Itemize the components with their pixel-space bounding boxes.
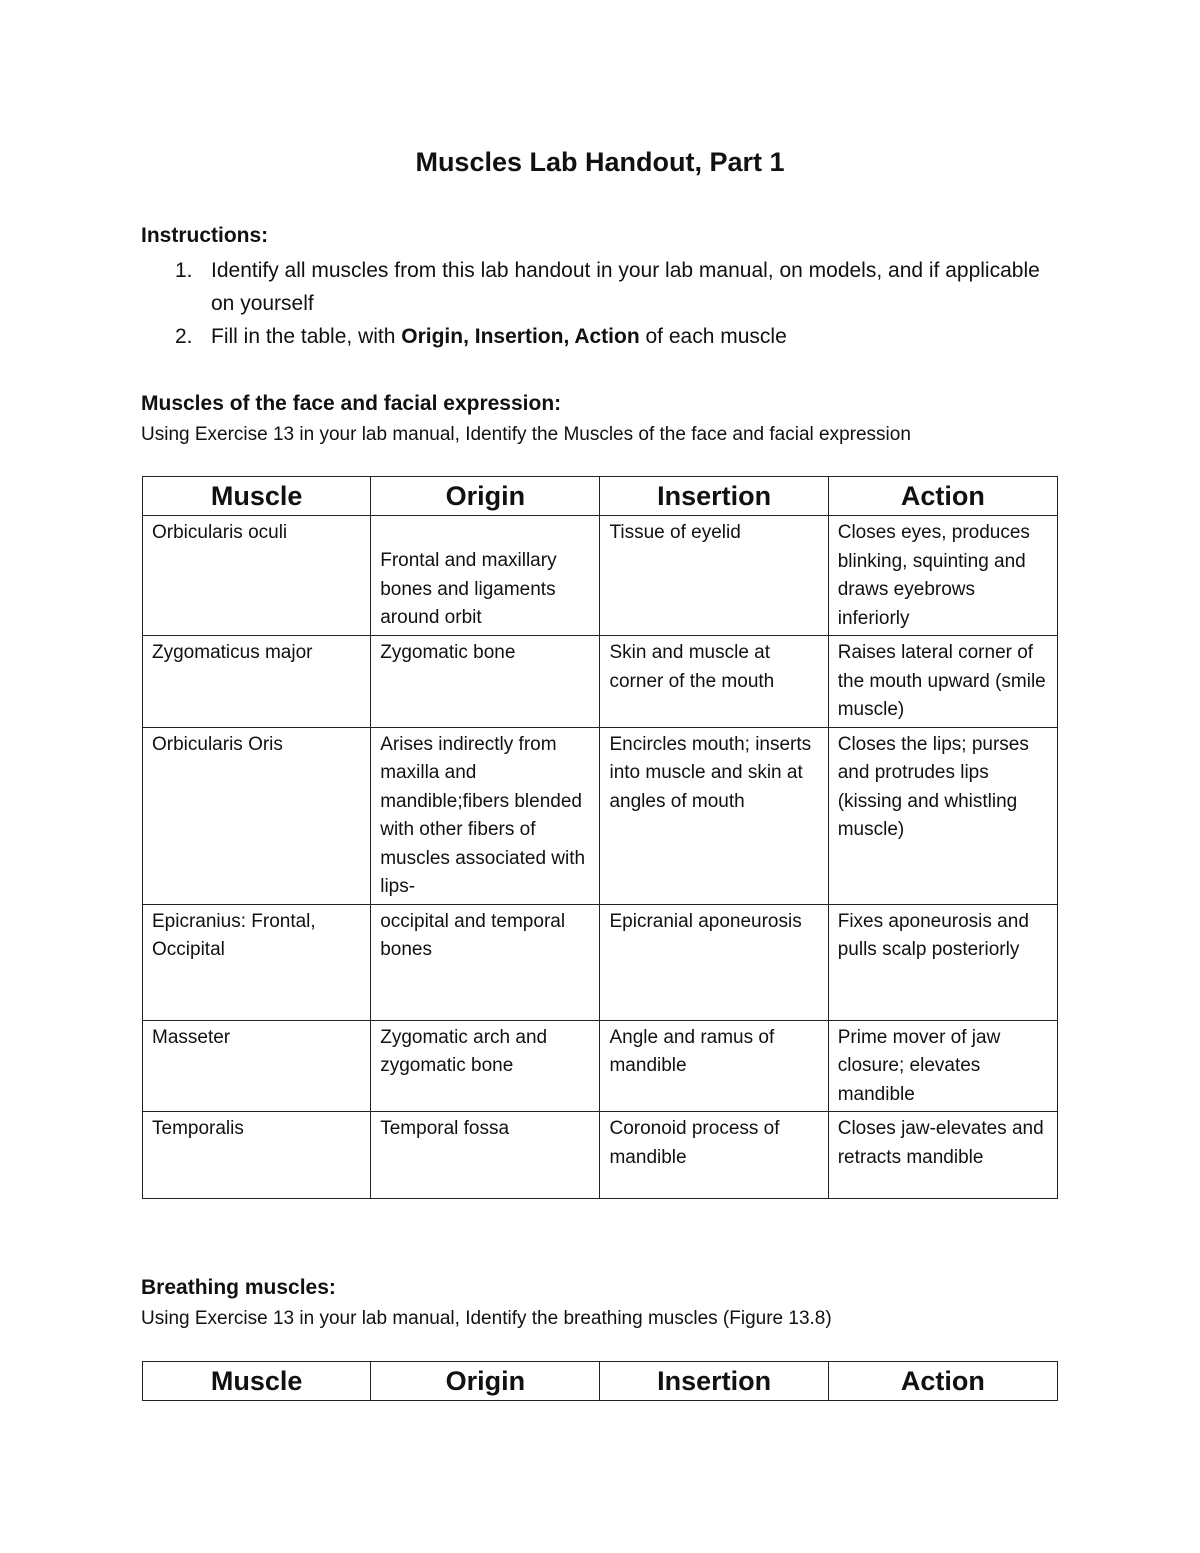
cell-origin: Zygomatic arch and zygomatic bone: [371, 1020, 600, 1112]
cell-action: Closes the lips; purses and protrudes lips (kissing and whistling muscle): [828, 727, 1057, 904]
cell-origin: Frontal and maxillary bones and ligaments around orbit: [371, 516, 600, 636]
column-header-origin: Origin: [371, 477, 600, 516]
cell-action: Closes eyes, produces blinking, squinting and draws eyebrows inferiorly: [828, 516, 1057, 636]
instructions-heading: Instructions:: [141, 224, 269, 247]
table-header-row: [143, 1362, 1058, 1401]
instruction-text: of each muscle: [639, 325, 787, 348]
cell-muscle: Epicranius: Frontal, Occipital: [143, 904, 371, 1020]
column-header-muscle: Muscle: [143, 1362, 371, 1401]
column-header-origin: Origin: [371, 1362, 600, 1401]
column-header-muscle: Muscle: [143, 477, 371, 516]
cell-insertion: Epicranial aponeurosis: [600, 904, 828, 1020]
cell-insertion: Skin and muscle at corner of the mouth: [600, 636, 828, 728]
table-row: [143, 1020, 1058, 1112]
breathing-muscles-table: [142, 1361, 1058, 1401]
table-row: [143, 516, 1058, 636]
cell-origin: Arises indirectly from maxilla and mandible;fibers blended with other fibers of muscles associated with lips-: [371, 727, 600, 904]
table-row: [143, 904, 1058, 1020]
cell-muscle: Temporalis: [143, 1112, 371, 1199]
instructions-list: [141, 254, 1061, 353]
instruction-number: 1.: [175, 259, 193, 282]
instruction-number: 2.: [175, 325, 193, 348]
cell-muscle: Orbicularis Oris: [143, 727, 371, 904]
breathing-section-subtitle: Using Exercise 13 in your lab manual, Identify the breathing muscles (Figure 13.8): [141, 1308, 832, 1329]
table-header-row: [143, 477, 1058, 516]
instruction-text: Identify all muscles from this lab handout in your lab manual, on models, and if applicable on yourself: [211, 259, 1040, 315]
cell-origin: occipital and temporal bones: [371, 904, 600, 1020]
cell-action: Fixes aponeurosis and pulls scalp posteriorly: [828, 904, 1057, 1020]
cell-insertion: Coronoid process of mandible: [600, 1112, 828, 1199]
column-header-insertion: Insertion: [600, 477, 828, 516]
cell-insertion: Encircles mouth; inserts into muscle and skin at angles of mouth: [600, 727, 828, 904]
cell-action: Raises lateral corner of the mouth upward (smile muscle): [828, 636, 1057, 728]
column-header-insertion: Insertion: [600, 1362, 828, 1401]
column-header-action: Action: [828, 477, 1057, 516]
cell-insertion: Tissue of eyelid: [600, 516, 828, 636]
instruction-bold-text: Origin, Insertion, Action: [401, 325, 640, 348]
cell-muscle: Masseter: [143, 1020, 371, 1112]
table-row: [143, 636, 1058, 728]
cell-muscle: Zygomaticus major: [143, 636, 371, 728]
page-title: Muscles Lab Handout, Part 1: [415, 147, 785, 177]
instruction-item-1: [141, 254, 1061, 320]
table-row: [143, 1112, 1058, 1199]
cell-insertion: Angle and ramus of mandible: [600, 1020, 828, 1112]
column-header-action: Action: [828, 1362, 1057, 1401]
cell-action: Prime mover of jaw closure; elevates mandible: [828, 1020, 1057, 1112]
cell-origin: Zygomatic bone: [371, 636, 600, 728]
breathing-section-heading: Breathing muscles:: [141, 1276, 336, 1299]
face-section-subtitle: Using Exercise 13 in your lab manual, Identify the Muscles of the face and facial expression: [141, 424, 911, 445]
face-section-heading: Muscles of the face and facial expression:: [141, 392, 562, 415]
instruction-text: Fill in the table, with: [211, 325, 402, 348]
table-row: [143, 727, 1058, 904]
cell-origin: Temporal fossa: [371, 1112, 600, 1199]
face-muscles-table: [142, 476, 1058, 1199]
cell-muscle: Orbicularis oculi: [143, 516, 371, 636]
instruction-item-2: [141, 320, 1061, 353]
cell-action: Closes jaw-elevates and retracts mandible: [828, 1112, 1057, 1199]
